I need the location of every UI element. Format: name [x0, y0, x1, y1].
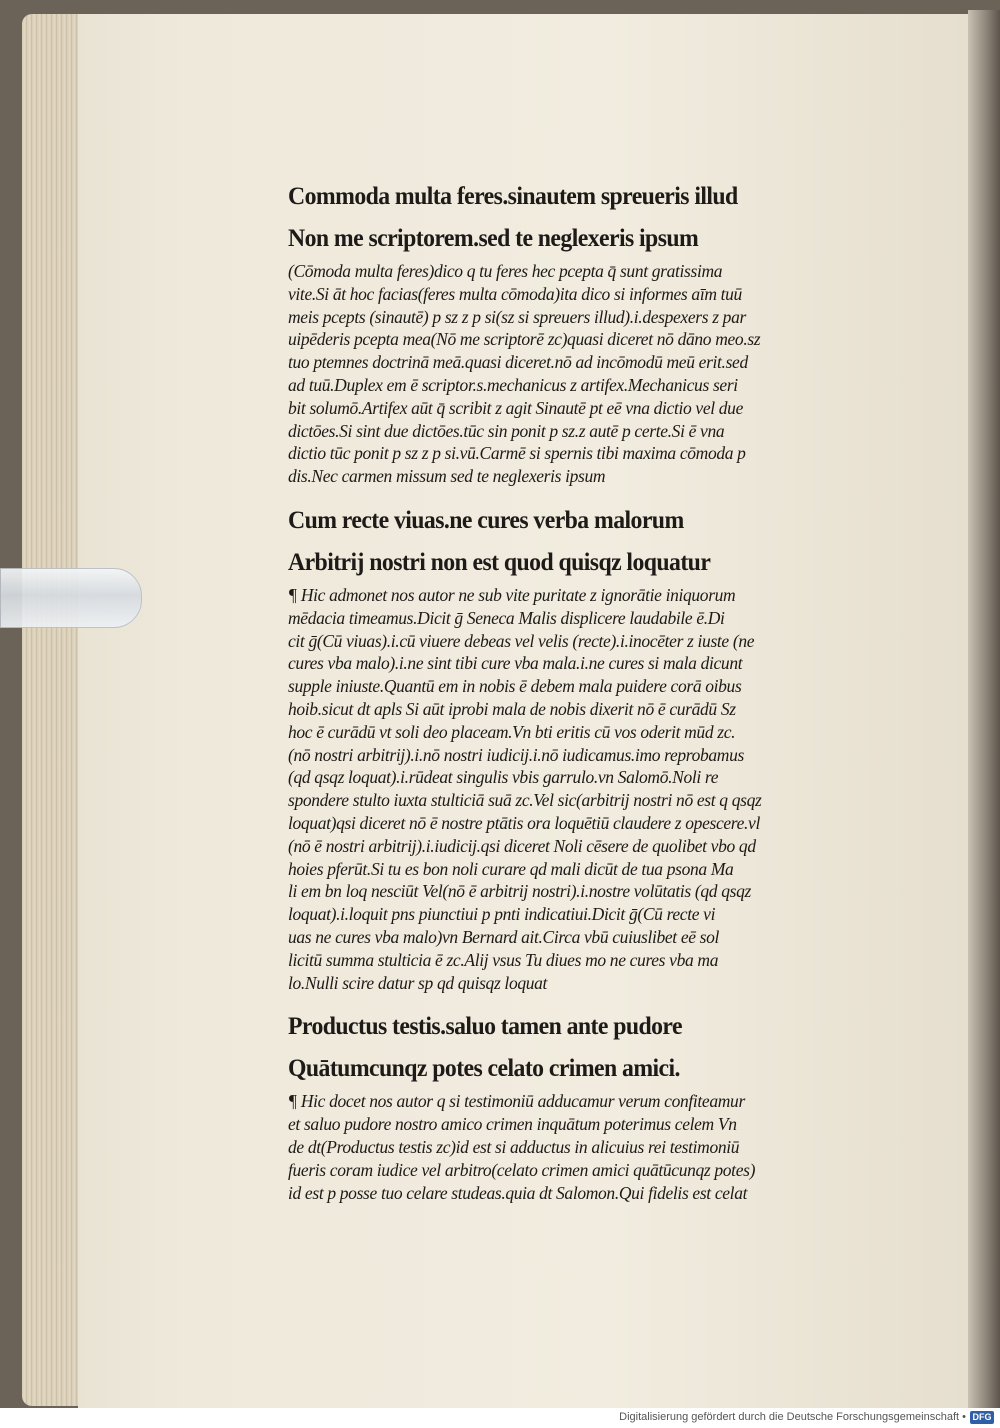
- facing-page-edge: [968, 10, 1000, 1408]
- commentary-line: dis.Nec carmen missum sed te neglexeris ipsum: [288, 466, 606, 487]
- commentary-line: dictōes.Si sint due dictōes.tūc sin ponit p sz.z autē p certe.Si ē vna: [288, 420, 725, 441]
- commentary-line: cit ḡ(Cū viuas).i.cū viuere debeas vel velis (recte).i.inocēter z iuste (ne: [288, 630, 755, 651]
- commentary-line: loquat).i.loquit pns piunctiui p pnti indicatiui.Dicit ḡ(Cū recte vi: [288, 904, 716, 925]
- commentary-line: de dt(Productus testis zc)id est si adductus in alicuius rei testimoniū: [288, 1136, 740, 1157]
- verse-line: Commoda multa feres.sinautem spreueris illud: [288, 183, 738, 210]
- commentary-paragraph: [288, 260, 908, 488]
- commentary-line: et saluo pudore nostro amico crimen inquātum poterimus celem Vn: [288, 1114, 737, 1135]
- section-3: [288, 1012, 908, 1204]
- funding-credit: Digitalisierung gefördert durch die Deutsche Forschungsgemeinschaft •: [619, 1411, 966, 1423]
- commentary-line: (Cōmoda multa feres)dico q tu feres hec pcepta q̄ sunt gratissima: [288, 261, 723, 281]
- commentary-line: (qd qsqz loquat).i.rūdeat singulis vbis garrulo.vn Salomō.Noli re: [288, 767, 719, 788]
- commentary-line: licitū summa stulticia ē zc.Alij vsus Tu diues mo ne cures vba ma: [288, 949, 719, 970]
- verse-line: Productus testis.saluo tamen ante pudore: [288, 1013, 682, 1041]
- verse-line: Quātumcunqz potes celato crimen amici.: [288, 1055, 680, 1083]
- commentary-line: bit solumō.Artifex aūt q̄ scribit z agit Sinautē pt eē vna dictio vel due: [288, 397, 743, 418]
- dfg-logo-icon[interactable]: DFG: [970, 1411, 994, 1424]
- commentary-line: (nō nostri arbitrij).i.nō nostri iudicij.i.nō iudicamus.imo reprobamus: [288, 744, 744, 765]
- commentary-paragraph: [288, 1090, 908, 1204]
- text-block: [288, 182, 908, 1204]
- commentary-line: cures vba malo).i.ne sint tibi cure vba mala.i.ne cures si mala dicunt: [288, 653, 743, 674]
- commentary-line: ¶ Hic admonet nos autor ne sub vite puritate z ignorātie iniquorum: [288, 584, 736, 605]
- commentary-line: ¶ Hic docet nos autor q si testimoniū adducamur verum confiteamur: [288, 1091, 745, 1112]
- section-2: [288, 506, 908, 994]
- commentary-line: id est p posse tuo celare studeas.quia dt Salomon.Qui fidelis est celat: [288, 1182, 748, 1203]
- commentary-line: ad tuū.Duplex em ē scriptor.s.mechanicus z artifex.Mechanicus seri: [288, 374, 738, 395]
- commentary-line: tuo ptemnes doctrinā meā.quasi diceret.nō ad incōmodū meū erit.sed: [288, 352, 748, 373]
- commentary-line: uas ne cures vba malo)vn Bernard ait.Circa vbū cuiuslibet eē sol: [288, 926, 720, 947]
- commentary-line: dictio tūc ponit p sz z p si.vū.Carmē si spernis tibi maxima cōmoda p: [288, 443, 746, 464]
- footer-bar: [0, 1408, 1000, 1428]
- commentary-line: spondere stulto iuxta stulticiā suā zc.Vel sic(arbitrij nostri nō est q qsqz: [288, 790, 762, 811]
- commentary-line: meis pcepts (sinautē) p sz z p si(sz si spreuers illud).i.despexers z par: [288, 306, 746, 327]
- commentary-line: lo.Nulli scire datur sp qd quisqz loquat: [288, 972, 548, 993]
- verse-line: Cum recte viuas.ne cures verba malorum: [288, 506, 684, 534]
- commentary-line: uipēderis pcepta mea(Nō me scriptorē zc)quasi diceret nō dāno meo.sz: [288, 329, 761, 350]
- commentary-line: hoies pferūt.Si tu es bon noli curare qd mali dicūt de tua psona Ma: [288, 858, 734, 879]
- section-1: [288, 182, 908, 488]
- commentary-line: hoib.sicut dt apls Si aūt iprobi mala de nobis dixerit nō ē curādū Sz: [288, 698, 736, 719]
- commentary-line: mēdacia timeamus.Dicit ḡ Seneca Malis displicere laudabile ē.Di: [288, 607, 725, 628]
- commentary-line: fueris coram iudice vel arbitro(celato crimen amici quātūcunqz potes): [288, 1159, 756, 1180]
- commentary-line: hoc ē curādū vt soli deo placeam.Vn bti eritis cū vos oderit mūd zc.: [288, 721, 736, 742]
- verse-line: Non me scriptorem.sed te neglexeris ipsum: [288, 225, 699, 252]
- page-holder-clip: [0, 568, 142, 628]
- commentary-paragraph: [288, 584, 908, 994]
- commentary-line: loquat)qsi diceret nō ē nostre ptātis ora loquētiū claudere z opescere.vl: [288, 812, 760, 833]
- commentary-line: li em bn loq nesciūt Vel(nō ē arbitrij nostri).i.nostre volūtatis (qd qsqz: [288, 881, 751, 902]
- commentary-line: supple iniuste.Quantū em in nobis ē debem mala puidere corā oibus: [288, 676, 742, 697]
- verse-line: Arbitrij nostri non est quod quisqz loquatur: [288, 548, 711, 576]
- commentary-line: (nō ē nostri arbitrij).i.iudicij.qsi diceret Noli cēsere de quolibet vbo qd: [288, 835, 756, 856]
- commentary-line: vite.Si āt hoc facias(feres multa cōmoda)ita dico si informes aīm tuū: [288, 283, 742, 304]
